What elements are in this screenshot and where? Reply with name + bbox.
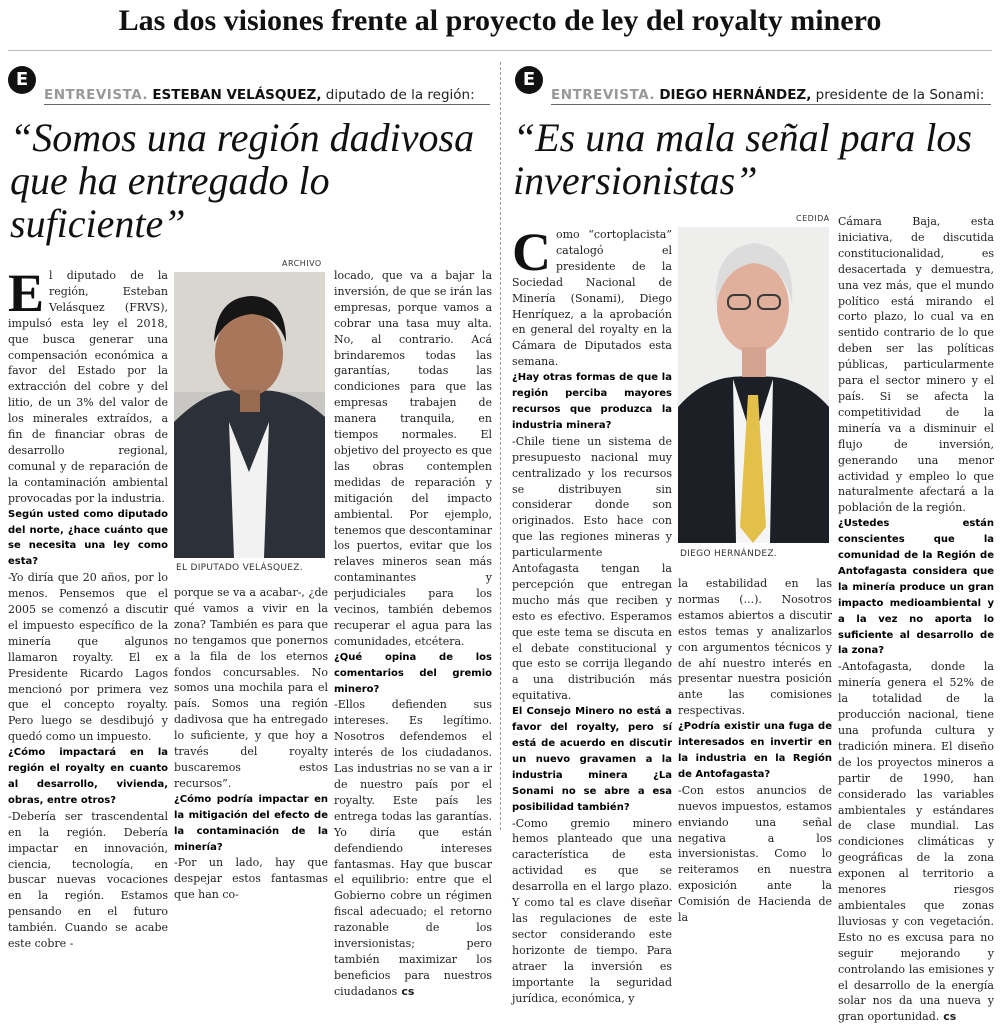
paragraph: omo “cortoplacista” catalogó el presidente de la Sociedad Nacional de Minería (Sonami), Diego Henríquez, a la aprobación en general del royalty en la Cámara de Diputados esta semana. — [512, 228, 672, 369]
paragraph-text: -Antofagasta, donde la minería genera el 52% de la totalidad de la producción nacional, tiene una profunda cultura y tradición minera. El diseño de los proyectos mineros a partir de 1990, han considerado las variables ambientales y estándares de clase mundial. Las condiciones climáticas y geográficas de la zona exponen al territorio a menores riesgos ambientales que zonas lluviosas y con vegetación. Esto no es excusa para no seguir mejorando y controlando las emisiones y el desarrollo de la energía solar nos da una nueva y gran oportunidad. — [838, 660, 994, 1024]
question: El Consejo Minero no está a favor del royalty, pero sí está de acuerdo en discutir un nuevo gravamen a la industria minera ¿La Sonami no se abre a esa posibilidad también? — [512, 706, 672, 813]
question: ¿Podría existir una fuga de interesados en invertir en la industria en la Región de Antofagasta? — [678, 721, 832, 780]
kicker-left: ENTREVISTA. — [44, 87, 149, 103]
portrait-photo-left — [174, 272, 325, 558]
text-column-left-2 — [174, 585, 328, 902]
paragraph — [334, 697, 492, 999]
dropcap-left: E — [8, 263, 45, 323]
question: ¿Cómo podría impactar en la mitigación del efecto de la contaminación de la minería? — [174, 793, 328, 853]
interviewee-role-left: diputado de la región: — [325, 87, 475, 103]
end-mark-left: cs — [401, 984, 415, 998]
eyebrow-rule-left — [44, 104, 490, 105]
question: ¿Ustedes están conscientes que la comunidad de la Región de Antofagasta considera que la minería produce un gran impacto medioambiental y a la vez no aporta lo suficiente al desarrollo de la zona? — [838, 518, 994, 657]
portrait-velasquez-image — [174, 272, 325, 558]
title-left: “Somos una región dadivosa que ha entregado lo suficiente” — [10, 115, 475, 246]
text-column-right-1 — [512, 222, 672, 1005]
title-right: “Es una mala señal para los inversionistas” — [513, 115, 972, 203]
interviewee-name-left: ESTEBAN VELÁSQUEZ, — [152, 87, 322, 103]
question: Según usted como diputado del norte, ¿hace cuánto que se necesita una ley como esta? — [8, 508, 168, 568]
eyebrow-right — [551, 86, 984, 104]
paragraph: -Yo diría que 20 años, por lo menos. Pensemos que el 2005 se comenzó a discutir el impuesto específico de la minería que algunos llamaron royalty. El ex Presidente Ricardo Lagos mencionó por primera vez que el concepto royalty. Pero luego se desdibujó y quedó como un impuesto. — [8, 571, 168, 744]
eyebrow-left — [44, 86, 475, 104]
paragraph: -Chile tiene un sistema de presupuesto nacional muy centralizado y los recursos se distribuyen sin considerar donde son originados. Esto hace con que las regiones mineras y particularmente Antofagasta tengan la percepción que entregan mucho más que reciben y esto es efectivo. Esperamos que este tema se discuta en el debate constitucional y que esto se corrija llegando a una distribución más equitativa. — [512, 434, 672, 703]
question: ¿Hay otras formas de que la región perciba mayores recursos que produzca la industria minera? — [512, 372, 672, 431]
portrait-hernandez-image — [678, 227, 829, 543]
paragraph: -Debería ser trascendental en la región. Debería impactar en innovación, ciencia, tecnología, en buscar nuevas vocaciones en la región. Estamos pensando en el futuro también. Cuando se acabe este cobre - — [8, 809, 168, 951]
text-column-left-1 — [8, 263, 168, 951]
paragraph: l diputado de la región, Esteban Velásquez (FRVS), impulsó esta ley el 2018, que busca generar una compensación económica a favor del Estado por la extracción del cobre y del litio, de un 3% del valor de los minerales extraídos, a fin de financiar obras de desarrollo regional, comunal y de reparación de la contaminación ambiental provocadas por la industria. — [8, 269, 168, 505]
kicker-right: ENTREVISTA. — [551, 87, 656, 103]
question: ¿Qué opina de los comentarios del gremio minero? — [334, 651, 492, 695]
text-column-right-3 — [838, 214, 994, 1024]
paragraph — [838, 659, 994, 1025]
paragraph: la estabilidad en las normas (...). Nosotros estamos abiertos a discutir estos temas y analizarlos con argumentos técnicos y de ahí nuestro interés en presentar nuestra posición ante las comisiones respectivas. — [678, 577, 832, 718]
photo-caption-left: EL DIPUTADO VELÁSQUEZ. — [176, 563, 303, 573]
end-mark-right: cs — [943, 1010, 957, 1024]
text-column-left-3 — [334, 268, 492, 998]
eyebrow-rule-right — [551, 104, 991, 105]
photo-credit-right: CEDIDA — [796, 214, 830, 223]
paragraph: -Como gremio minero hemos planteado que una característica de esta actividad es que se desarrolla en el largo plazo. Y como tal es clave diseñar las regulaciones de este sector considerando este horizonte de tiempo. Para atraer la inversión es importante la seguridad jurídica, económica, y — [512, 816, 672, 1005]
text-column-right-2 — [678, 576, 832, 925]
paragraph: locado, que va a bajar la inversión, de que se irán las empresas, porque vamos a cobrar una tasa muy alta. No, al contrario. Acá brindaremos todas las garantías, todas las condiciones para que las empresas trabajen de manera tranquila, en tiempos normales. El objetivo del proyecto es que las obras contemplen medidas de reparación y mitigación del impacto ambiental. Por ejemplo, tenemos que descontaminar los puertos, evitar que los relaves mineros sean más contaminantes y perjudiciales para los vecinos, también debemos recuperar el agua para las comunidades, etcétera. — [334, 269, 492, 648]
paragraph: -Por un lado, hay que despejar estos fantasmas que han co- — [174, 856, 328, 902]
dropcap-right: C — [512, 222, 551, 282]
portrait-photo-right — [678, 227, 829, 543]
photo-credit-left: ARCHIVO — [282, 259, 322, 268]
paragraph: -Con estos anuncios de nuevos impuestos, estamos enviando una señal negativa a los inversionistas. Como lo reiteramos en nuestra exposición ante la Comisión de Hacienda de la — [678, 783, 832, 925]
center-divider — [500, 62, 501, 830]
paragraph: Cámara Baja, esta iniciativa, de discutida constitucionalidad, es desacertada y demuestra, una vez más, que el mundo político está mirando el corto plazo, lo cual va en sentido contrario de lo que deben ser las políticas públicas, particularmente para el sector minero y el país. Si se afecta la competitividad de la minería va a disminuir el flujo de inversión, generando una menor actividad y empleo lo que naturalmente afectará a la población de la región. — [838, 215, 994, 515]
paragraph-text: -Ellos defienden sus intereses. Es legítimo. Nosotros defendemos el interés de los ciudadanos. Las industrias no se van a ir de nuestro país por el royalty. Este país les entrega todas las garantías. Yo diría que están defendiendo intereses fantasmas. Hay que buscar el equilibrio: entre que el Gobierno cobre un régimen fiscal adecuado; el retorno razonable de los inversionistas; pero también maximizar los beneficios para nuestros ciudadanos — [334, 698, 492, 998]
page-headline: Las dos visiones frente al proyecto de ley del royalty minero — [118, 4, 882, 37]
top-divider — [8, 50, 992, 51]
interview-badge-left: E — [8, 66, 36, 94]
interview-badge-right: E — [515, 66, 543, 94]
photo-caption-right: DIEGO HERNÁNDEZ. — [680, 549, 777, 559]
interviewee-role-right: presidente de la Sonami: — [815, 87, 985, 103]
question: ¿Cómo impactará en la región el royalty en cuanto al desarrollo, vivienda, obras, entre otros? — [8, 747, 168, 806]
interviewee-name-right: DIEGO HERNÁNDEZ, — [659, 87, 812, 103]
paragraph: porque se va a acabar-, ¿de qué vamos a vivir en la zona? También es para que no tengamos que ponernos a la fila de los eternos fondos concursables. No somos una mochila para el país. Somos una región dadivosa que ha entregado lo suficiente, y que hoy a través del royalty buscaremos estos recursos”. — [174, 586, 328, 790]
